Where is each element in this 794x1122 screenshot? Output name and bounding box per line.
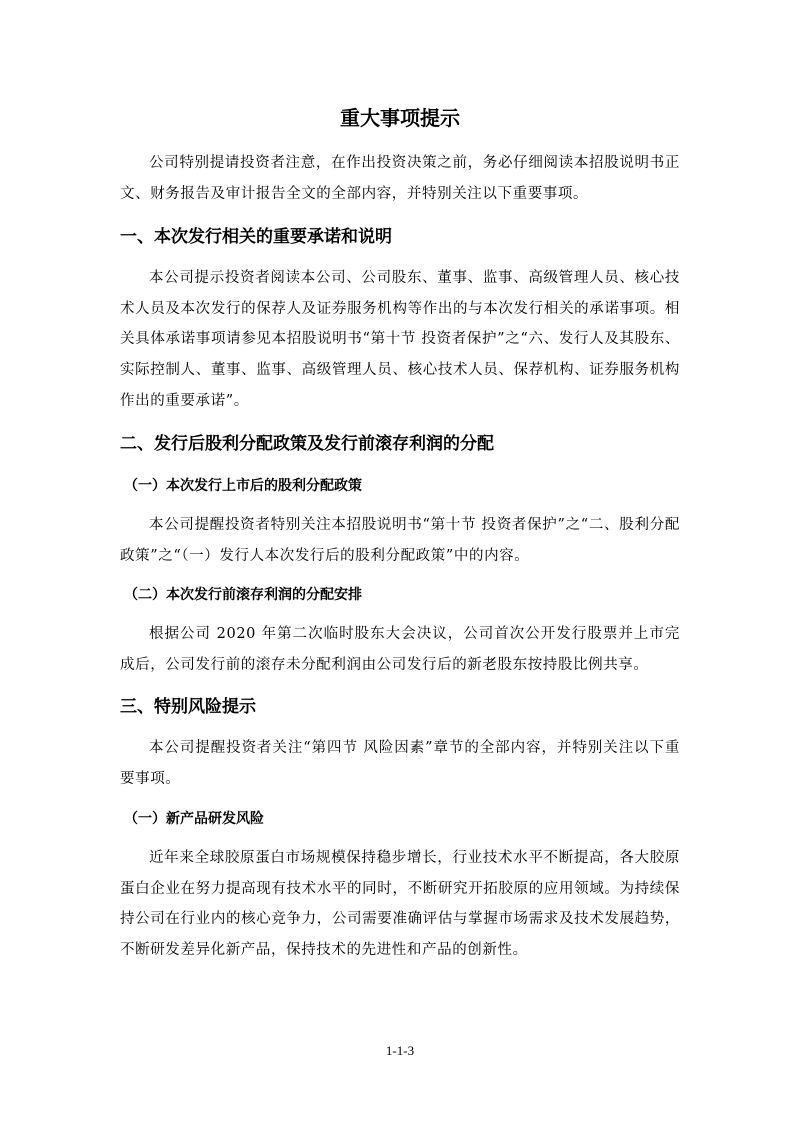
section-2-2-paragraph: 根据公司 2020 年第二次临时股东大会决议，公司首次公开发行股票并上市完成后，公司发行前的滚存未分配利润由公司发行后的新老股东按持股比例共享。: [120, 626, 680, 673]
section-2-1-paragraph: 本公司提醒投资者特别关注本招股说明书“第十节 投资者保护”之“二、股利分配政策”之“（一）发行人本次发行后的股利分配政策”中的内容。: [120, 517, 680, 564]
page-title: 重大事项提示: [340, 106, 460, 130]
section-1-paragraph: 本公司提示投资者阅读本公司、公司股东、董事、监事、高级管理人员、核心技术人员及本次发行的保荐人及证券服务机构等作出的与本次发行相关的承诺事项。相关具体承诺事项请参见本招股说明书“第十节 投资者保护”之“六、发行人及其股东、实际控制人、董事、监事、高级管理人员、核心技术人员、保荐机构、证券服务机构作出的重要承诺”。: [120, 270, 680, 409]
intro-paragraph: 公司特别提请投资者注意，在作出投资决策之前，务必仔细阅读本招股说明书正文、财务报告及审计报告全文的全部内容，并特别关注以下重要事项。: [120, 155, 680, 202]
section-2-1-heading: （一）本次发行上市后的股利分配政策: [124, 478, 362, 494]
section-3-heading: 三、特别风险提示: [120, 697, 256, 717]
section-1-heading: 一、本次发行相关的重要承诺和说明: [120, 227, 392, 247]
section-2-2-heading: （二）本次发行前滚存利润的分配安排: [124, 587, 362, 603]
section-3-1-heading: （一）新产品研发风险: [124, 811, 264, 827]
section-3-paragraph: 本公司提醒投资者关注“第四节 风险因素”章节的全部内容，并特别关注以下重要事项。: [120, 740, 680, 787]
section-3-1-paragraph: 近年来全球胶原蛋白市场规模保持稳步增长，行业技术水平不断提高，各大胶原蛋白企业在努力提高现有技术水平的同时，不断研究开拓胶原的应用领域。为持续保持公司在行业内的核心竞争力，公司需要准确评估与掌握市场需求及技术发展趋势，不断研发差异化新产品，保持技术的先进性和产品的创新性。: [120, 850, 680, 959]
section-2-heading: 二、发行后股利分配政策及发行前滚存利润的分配: [120, 434, 494, 454]
page-number: 1-1-3: [385, 1043, 415, 1058]
